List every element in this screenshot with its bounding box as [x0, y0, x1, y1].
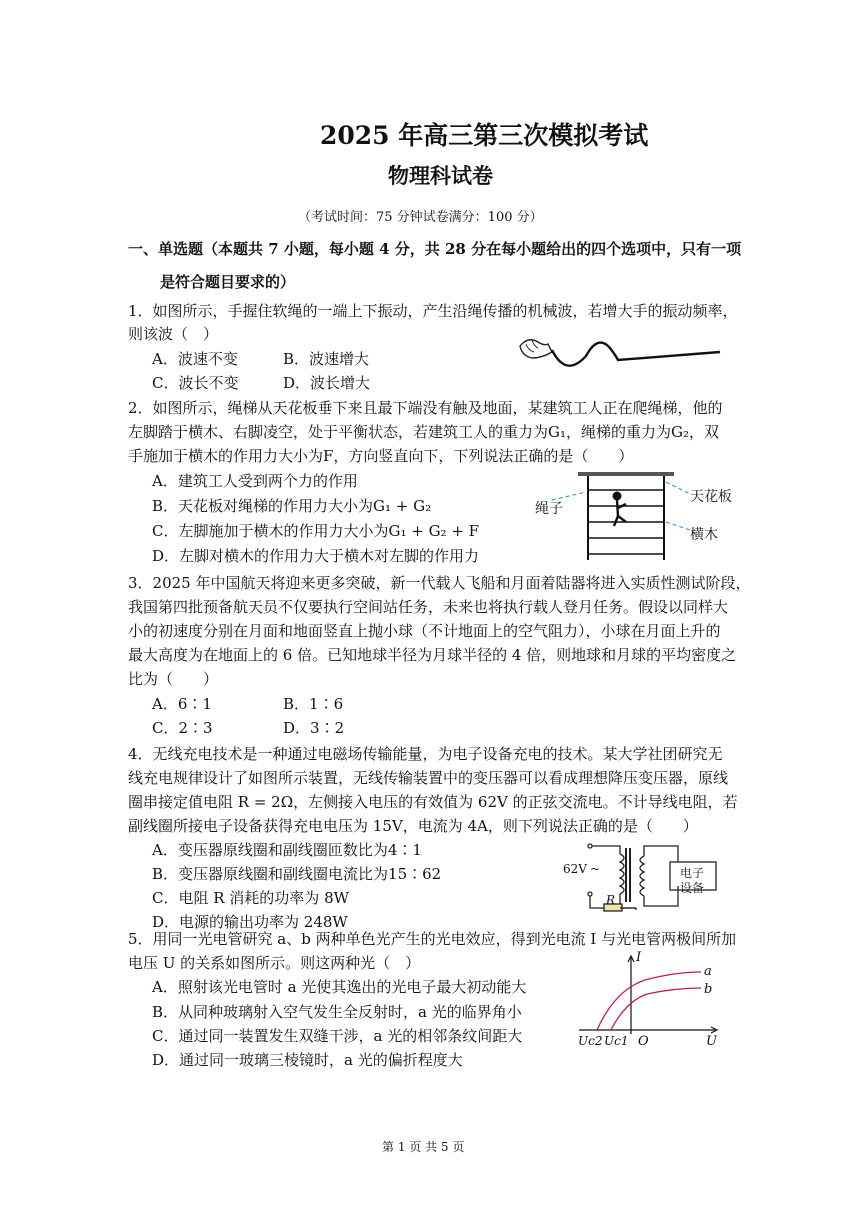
exam-info: （考试时间：75 分钟试卷满分：100 分） — [298, 210, 543, 225]
question-3-line: 小的初速度分别在月面和地面竖直上抛小球（不计地面上的空气阻力），小球在月面上升的 — [128, 622, 721, 640]
wave-figure — [512, 328, 724, 372]
rope-label: 绳子 — [535, 501, 563, 517]
question-2-line: 左脚踏于横木、右脚凌空，处于平衡状态，若建筑工人的重力为G₁，绳梯的重力为G₂，双 — [128, 423, 719, 441]
question-2-option-d: D．左脚对横木的作用力大于横木对左脚的作用力 — [152, 547, 480, 565]
question-5-option-a: A．照射该光电管时 a 光使其逸出的光电子最大初动能大 — [152, 978, 527, 996]
question-1-line: 1．如图所示，手握住软绳的一端上下振动，产生沿绳传播的机械波，若增大手的振动频率， — [128, 302, 738, 320]
question-3-line: 我国第四批预备航天员不仅要执行空间站任务，未来也将执行载人登月任务。假设以同样大 — [128, 598, 729, 616]
x-axis-label: U — [706, 1034, 717, 1049]
question-4-option-a: A．变压器原线圈和副线圈匝数比为4∶1 — [152, 841, 422, 859]
y-axis-label: I — [636, 950, 642, 965]
exam-subtitle: 物理科试卷 — [388, 163, 493, 188]
question-1-line: 则该波（ ） — [128, 325, 219, 343]
section-heading-cont: 是符合题目要求的） — [160, 273, 296, 291]
question-2-option-a: A．建筑工人受到两个力的作用 — [152, 472, 358, 490]
curve-b-label: b — [704, 982, 713, 997]
question-3-line: 最大高度为在地面上的 6 倍。已知地球半径为月球半径的 4 倍，则地球和月球的平均密度之 — [128, 646, 737, 664]
question-3-option-b: B．1∶6 — [283, 695, 344, 713]
device-label-line1: 电子 — [680, 866, 705, 880]
question-1-option-b: B．波速增大 — [283, 350, 370, 368]
curve-b — [611, 988, 701, 1030]
question-4-line: 4．无线充电技术是一种通过电磁场传输能量，为电子设备充电的技术。某大学社团研究无 — [128, 745, 723, 763]
rung-label: 横木 — [690, 527, 718, 543]
question-1-option-a: A．波速不变 — [152, 350, 238, 368]
question-4-line: 圈串接定值电阻 R = 2Ω，左侧接入电压的有效值为 62V 的正弦交流电。不计导线电阻，若 — [128, 793, 738, 811]
question-1-option-d: D．波长增大 — [283, 374, 371, 392]
uc1-label: Uc1 — [604, 1034, 629, 1048]
question-2-option-c: C．左脚施加于横木的作用力大小为G₁ + G₂ + F — [152, 522, 480, 540]
resistor-label: R — [606, 893, 616, 907]
question-5-option-b: B．从同种玻璃射入空气发生全反射时，a 光的临界角小 — [152, 1003, 522, 1021]
question-2-option-b: B．天花板对绳梯的作用力大小为G₁ + G₂ — [152, 497, 432, 515]
question-5-line: 5．用同一光电管研究 a、b 两种单色光产生的光电效应，得到光电流 I 与光电管两极间所加 — [128, 930, 737, 948]
primary-coil — [620, 854, 624, 894]
question-2-line: 手施加于横木的作用力大小为F，方向竖直向下，下列说法正确的是（ ） — [128, 447, 634, 465]
question-5-line: 电压 U 的关系如图所示。则这两种光（ ） — [128, 954, 421, 972]
device-label-line2: 设备 — [680, 881, 705, 895]
question-4-option-c: C．电阻 R 消耗的功率为 8W — [152, 889, 350, 907]
section-heading: 一、单选题（本题共 7 小题，每小题 4 分，共 28 分在每小题给出的四个选项中，只有一项 — [128, 240, 742, 258]
question-3-line: 3．2025 年中国航天将迎来更多突破，新一代载人飞船和月面着陆器将进入实质性测试阶段， — [128, 574, 751, 592]
wave-rope — [552, 343, 720, 366]
uc2-label: Uc2 — [578, 1034, 603, 1048]
voltage-label: 62V — [563, 862, 587, 876]
question-4-line: 副线圈所接电子设备获得充电电压为 15V，电流为 4A，则下列说法正确的是（ ） — [128, 817, 698, 835]
curve-a — [597, 972, 701, 1030]
question-4-option-b: B．变压器原线圈和副线圈电流比为15∶62 — [152, 865, 442, 883]
question-3-option-d: D．3∶2 — [283, 719, 345, 737]
question-1-option-c: C．波长不变 — [152, 374, 239, 392]
exam-title: 2025 年高三第三次模拟考试 — [320, 121, 649, 150]
worker-icon — [613, 492, 626, 526]
curve-a-label: a — [704, 964, 712, 979]
question-3-option-c: C．2∶3 — [152, 719, 213, 737]
origin-label: O — [638, 1034, 649, 1049]
question-3-line: 比为（ ） — [128, 670, 219, 688]
question-5-option-c: C．通过同一装置发生双缝干涉，a 光的相邻条纹间距大 — [152, 1027, 523, 1045]
question-5-option-d: D．通过同一玻璃三棱镜时，a 光的偏折程度大 — [152, 1051, 463, 1069]
question-4-option-d: D．电源的输出功率为 248W — [152, 913, 348, 931]
ceiling-label: 天花板 — [690, 489, 732, 505]
photoelectric-iu-graph — [575, 950, 725, 1038]
ac-source-icon: ~ — [590, 862, 601, 876]
question-2-line: 2．如图所示，绳梯从天花板垂下来且最下端没有触及地面，某建筑工人正在爬绳梯，他的 — [128, 399, 723, 417]
question-3-option-a: A．6∶1 — [152, 695, 212, 713]
page-number: 第 1 页 共 5 页 — [382, 1140, 465, 1154]
hand-icon — [520, 340, 552, 358]
secondary-coil — [640, 856, 644, 896]
rope-ladder-figure — [530, 470, 760, 562]
question-4-line: 线充电规律设计了如图所示装置，无线传输装置中的变压器可以看成理想降压变压器，原线 — [128, 769, 729, 787]
